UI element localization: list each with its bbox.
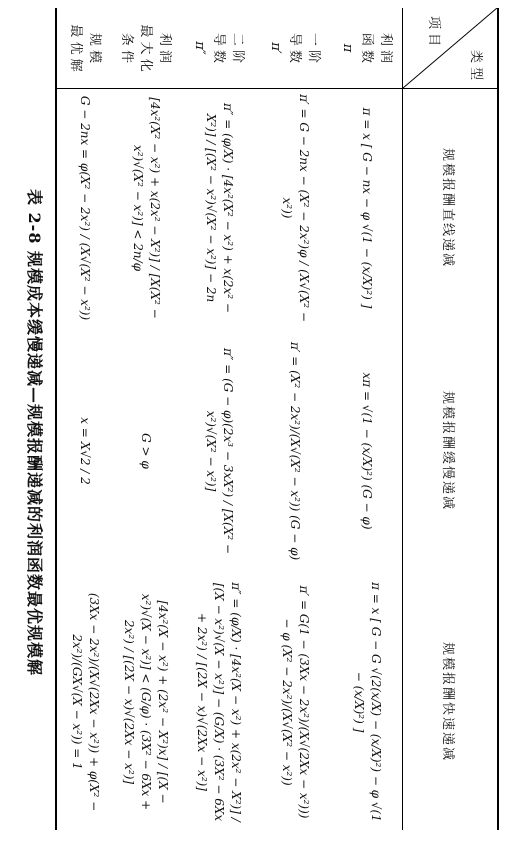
optimal-scale-table — [55, 8, 499, 830]
row-header — [113, 8, 179, 88]
table-cell: π″ = (φ/X) · [4x²(X − x²) + x(2x² − X²)] / [(X − x²)√(X − x²)] − (G/X) · (3X² − 6Xx + 2x²) / [(2X − x)√(2Xx − x²)] — [195, 582, 244, 822]
row-header-line: π′ — [268, 42, 284, 54]
table-cell: xπ = √(1 − (x/X)²) (G − φ) — [360, 372, 374, 530]
table-cell: π″ = (φ/X) · [4x²(X² − x²) + x(2x² − X²)] / [(X² − x²)√(X² − x²)] − 2n — [204, 103, 235, 313]
row-header-line: 函 数 — [359, 32, 375, 64]
table-row — [57, 8, 113, 830]
table-row — [179, 8, 259, 830]
table-cell: π = x [ G − G √(2(x/X) − (x/X)²) − φ √(1 − (x/X)²) ] — [352, 582, 383, 822]
table-row — [259, 8, 331, 830]
row-header — [179, 8, 259, 88]
table-cell: π″ = (G − φ)(2x³ − 3xX²) / [X(X² − x²)√(X² − x²)] — [204, 348, 235, 554]
table-cell: (3Xx − 2x²)/(X√(2Xx − x²)) + φ(X² − 2x²)/(GX√(X − x²)) = 1 — [70, 592, 101, 812]
row-header-line: 最 大 化 — [138, 24, 154, 72]
table-cell: π′ = G(1 − (3Xx − 2x²)/(X√(2Xx − x²))) − φ (X² − 2x²)/(X√(X² − x²)) — [280, 585, 311, 819]
row-header-line: 一 阶 — [306, 32, 322, 64]
row-header-line: π″ — [192, 41, 208, 55]
table-cell: [4x²(X − x²) + (2x² − X²)x] / [(X − x²)√(X − x²)] < (G/φ) · (3X² − 6Xx + 2x²) / [(2X − x)√(2Xx − x²)] — [122, 593, 171, 811]
row-header-line: 利 润 — [157, 32, 173, 64]
corner-type-label: 类 型 — [468, 50, 483, 81]
row-header-line: 二 阶 — [230, 32, 246, 64]
row-header-line: π — [340, 43, 356, 53]
row-header — [57, 8, 113, 88]
column-header-fast: 规模报酬快速递减 — [440, 641, 456, 762]
column-header-slow: 规模报酬缓慢递减 — [440, 390, 456, 511]
table-cell: π′ = (X² − 2x²)/(X√(X² − x²)) (G − φ) — [288, 341, 303, 561]
row-header-line: 最 优 解 — [68, 24, 83, 72]
row-header — [259, 8, 331, 88]
column-header-linear: 规模报酬直线递减 — [440, 147, 456, 268]
row-header-line: 导 数 — [287, 32, 303, 64]
table-caption: 表 2-8 规模成本缓慢递减—规模报酬递减的利润函数最优规模解 — [25, 188, 44, 677]
table-row — [113, 8, 179, 830]
table-cell: π′ = G − 2nx − (X² − 2x²)φ / (X√(X² − x²)) — [280, 94, 311, 322]
corner-item-label: 项 目 — [426, 16, 441, 47]
row-header-line: 规 模 — [87, 32, 102, 64]
row-header-line: 导 数 — [211, 32, 227, 64]
table-cell: G − 2nx = φ(X² − 2x²) / (X√(X² − x²)) — [78, 95, 93, 321]
row-header-line: 利 润 — [378, 32, 394, 64]
row-header-line: 条 件 — [119, 32, 135, 64]
row-header — [331, 8, 403, 88]
table-cell: π = x [ G − nx − φ √(1 − (x/X)²) ] — [360, 107, 374, 309]
table-cell: x = X√2 / 2 — [78, 417, 92, 485]
table-cell: G > φ — [139, 433, 153, 469]
table-cell: [4x²(X² − x²) + x(2x² − X²)] / [X(X² − x²)√(X² − x²)] < 2n/φ — [131, 97, 162, 319]
table-row — [331, 8, 403, 830]
